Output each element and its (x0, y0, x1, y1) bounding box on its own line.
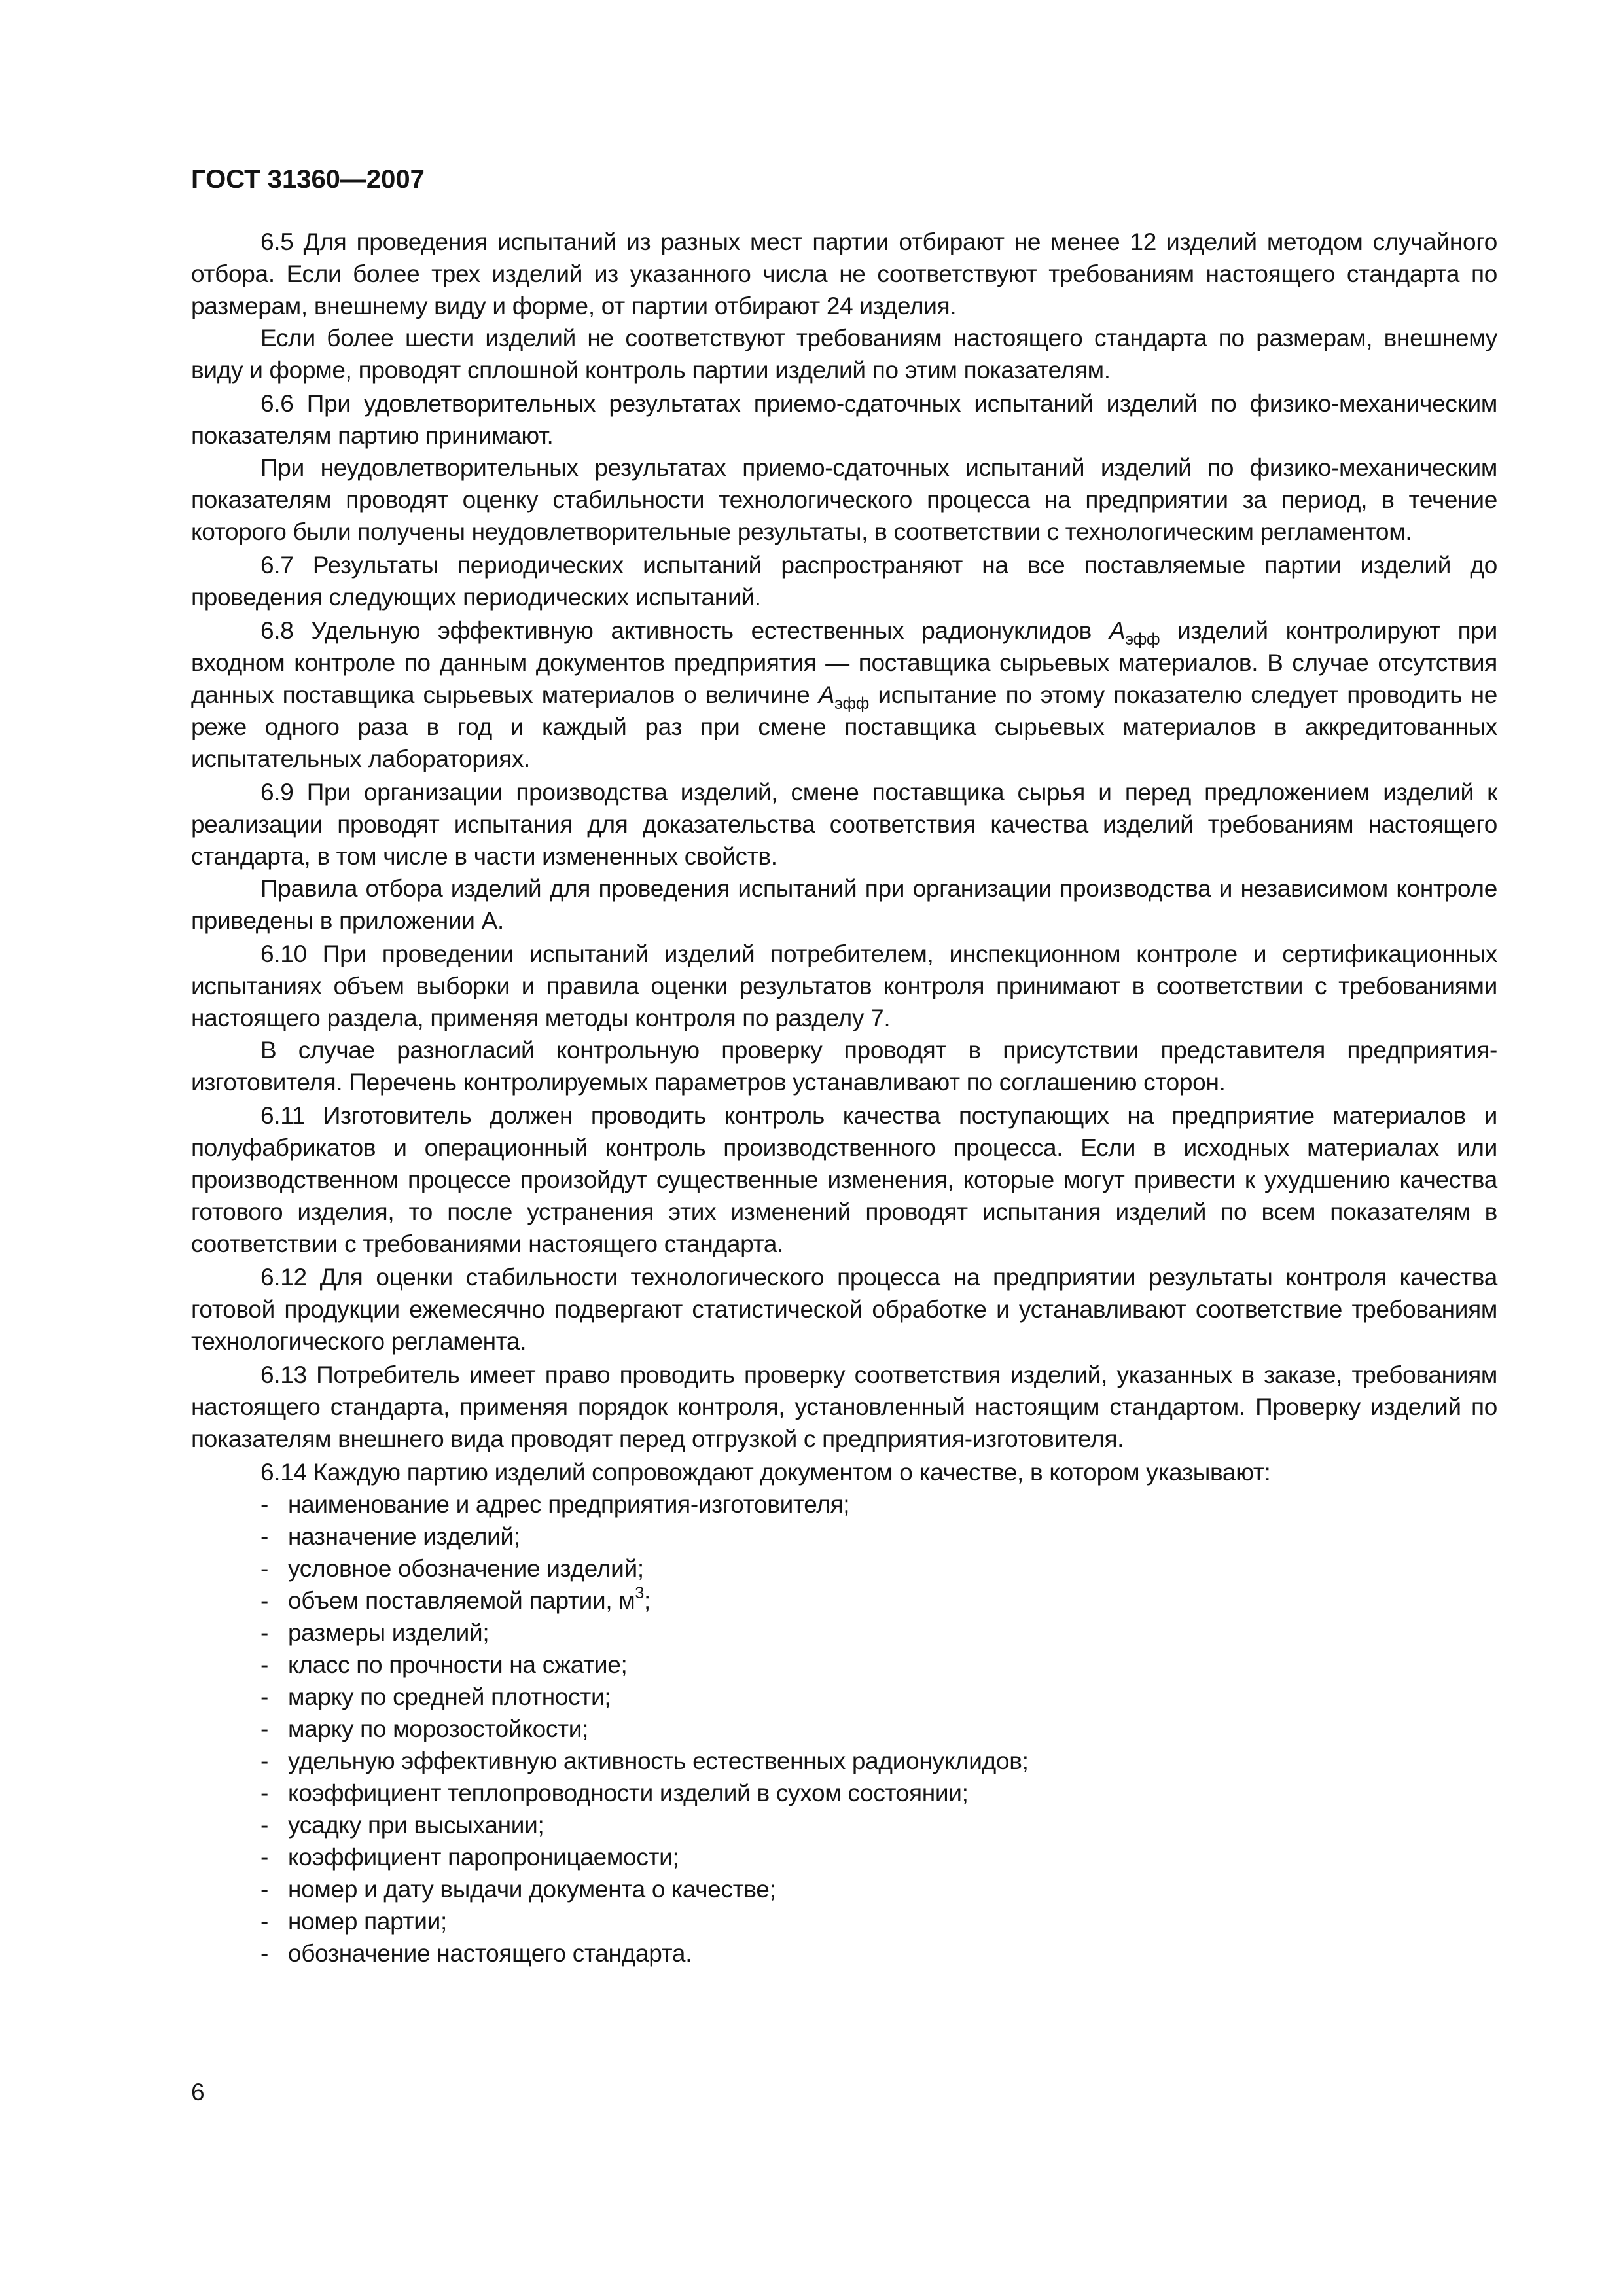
list-item: - коэффициент теплопроводности изделий в сухом состоянии; (260, 1777, 1497, 1809)
paragraph-6-9-continued: Правила отбора изделий для проведения испытаний при организации производства и независимом контроле приведены в приложении А. (191, 875, 1497, 934)
document-body (191, 226, 1497, 1969)
list-item: - коэффициент паропроницаемости; (260, 1841, 1497, 1873)
paragraph-6-6-continued: При неудовлетворительных результатах приемо-сдаточных испытаний изделий по физико-механическим показателям проводят оценку стабильности технологического процесса на предприятии за период, в течение которого были получены неудовлетворительные результаты, в соответствии с технологическим регламентом. (191, 454, 1497, 545)
activity-subscript: эфф (1125, 630, 1160, 649)
list-dash: - (260, 1491, 269, 1518)
paragraph-6-11: 6.11 Изготовитель должен проводить контроль качества поступающих на предприятие материалов и полуфабрикатов и операционный контроль производственного процесса. Если в исходных материалах или производственном процессе произойдут существенные изменения, которые могут привести к ухудшению качества готового изделия, то после устранения этих изменений проводят испытания изделий по всем показателям в соответствии с требованиями настоящего стандарта. (191, 1102, 1497, 1257)
list-dash: - (260, 1587, 269, 1614)
list-dash: - (260, 1555, 269, 1582)
activity-symbol: А (1109, 617, 1126, 644)
paragraph-6-5: 6.5 Для проведения испытаний из разных мест партии отбирают не менее 12 изделий методом случайного отбора. Если более трех изделий из указанного числа не соответствуют требованиям настоящего стандарта по размерам, внешнему виду и форме, от партии отбирают 24 изделия. (191, 228, 1497, 319)
paragraph-6-9: 6.9 При организации производства изделий, смене поставщика сырья и перед предложением изделий к реализации проводят испытания для доказательства соответствия качества изделий требованиям настоящего стандарта, в том числе в части измененных свойств. (191, 779, 1497, 870)
list-item: - наименование и адрес предприятия-изготовителя; (260, 1488, 1497, 1520)
list-dash: - (260, 1908, 269, 1935)
paragraph-6-12: 6.12 Для оценки стабильности технологического процесса на предприятии результаты контроля качества готовой продукции ежемесячно подвергают статистической обработке и устанавливают соответствие требованиям технологического регламента. (191, 1264, 1497, 1355)
paragraph-6-10: 6.10 При проведении испытаний изделий потребителем, инспекционном контроле и сертификационных испытаниях объем выборки и правила оценки результатов контроля принимают в соответствии с требованиями настоящего раздела, применяя методы контроля по разделу 7. (191, 941, 1497, 1031)
list-dash: - (260, 1876, 269, 1903)
paragraph-6-8-part-b: изделий контролируют при входном контроле по данным документов предприятия — поставщика сырьевых материалов. В случае отсутствия данных поставщика сырьевых материалов о величине (191, 617, 1497, 708)
list-dash: - (260, 1715, 269, 1742)
page-number: 6 (191, 2079, 205, 2106)
list-item: - назначение изделий; (260, 1520, 1497, 1552)
paragraph-6-13: 6.13 Потребитель имеет право проводить проверку соответствия изделий, указанных в заказе, требованиям настоящего стандарта, применяя порядок контроля, установленный настоящим стандартом. Проверку изделий по показателям внешнего вида проводят перед отгрузкой с предприятия-изготовителя. (191, 1361, 1497, 1452)
activity-subscript: эфф (834, 694, 870, 713)
list-item: - марку по средней плотности; (260, 1681, 1497, 1713)
cubic-superscript: 3 (635, 1584, 645, 1602)
paragraph-6-6: 6.6 При удовлетворительных результатах приемо-сдаточных испытаний изделий по физико-механическим показателям партию принимают. (191, 390, 1497, 449)
list-dash: - (260, 1683, 269, 1710)
list-dash: - (260, 1619, 269, 1646)
list-item: - размеры изделий; (260, 1617, 1497, 1649)
quality-document-list (260, 1488, 1497, 1969)
list-item: - номер партии; (260, 1905, 1497, 1937)
list-item: - удельную эффективную активность естественных радионуклидов; (260, 1745, 1497, 1777)
paragraph-6-8-part-c: испытание по этому показателю следует проводить не реже одного раза в год и каждый раз при смене поставщика сырьевых материалов в аккредитованных испытательных лабораториях. (191, 681, 1498, 772)
list-item: - обозначение настоящего стандарта. (260, 1937, 1497, 1969)
paragraph-6-8-part-a: 6.8 Удельную эффективную активность естественных радионуклидов (260, 617, 1109, 644)
paragraph-6-14: 6.14 Каждую партию изделий сопровождают документом о качестве, в котором указывают: (260, 1459, 1271, 1486)
list-item: - номер и дату выдачи документа о качестве; (260, 1873, 1497, 1905)
paragraph-6-10-continued: В случае разногласий контрольную проверку проводят в присутствии представителя предприятия-изготовителя. Перечень контролируемых параметров устанавливают по соглашению сторон. (191, 1037, 1497, 1096)
list-item: - марку по морозостойкости; (260, 1713, 1497, 1745)
list-dash: - (260, 1844, 269, 1871)
paragraph-6-8 (191, 615, 1497, 775)
list-dash: - (260, 1651, 269, 1678)
list-dash: - (260, 1523, 269, 1550)
list-dash: - (260, 1780, 269, 1806)
page-title: ГОСТ 31360—2007 (191, 165, 425, 194)
list-item: - условное обозначение изделий; (260, 1552, 1497, 1585)
list-item: - усадку при высыхании; (260, 1809, 1497, 1841)
list-item: - класс по прочности на сжатие; (260, 1649, 1497, 1681)
list-dash: - (260, 1940, 269, 1967)
list-dash: - (260, 1748, 269, 1774)
list-item: - объем поставляемой партии, $м^3$; (260, 1585, 1497, 1617)
list-dash: - (260, 1812, 269, 1839)
paragraph-6-5-continued: Если более шести изделий не соответствуют требованиям настоящего стандарта по размерам, внешнему виду и форме, проводят сплошной контроль партии изделий по этим показателям. (191, 325, 1497, 384)
paragraph-6-7: 6.7 Результаты периодических испытаний распространяют на все поставляемые партии изделий до проведения следующих периодических испытаний. (191, 552, 1497, 611)
activity-symbol: А (818, 681, 835, 708)
